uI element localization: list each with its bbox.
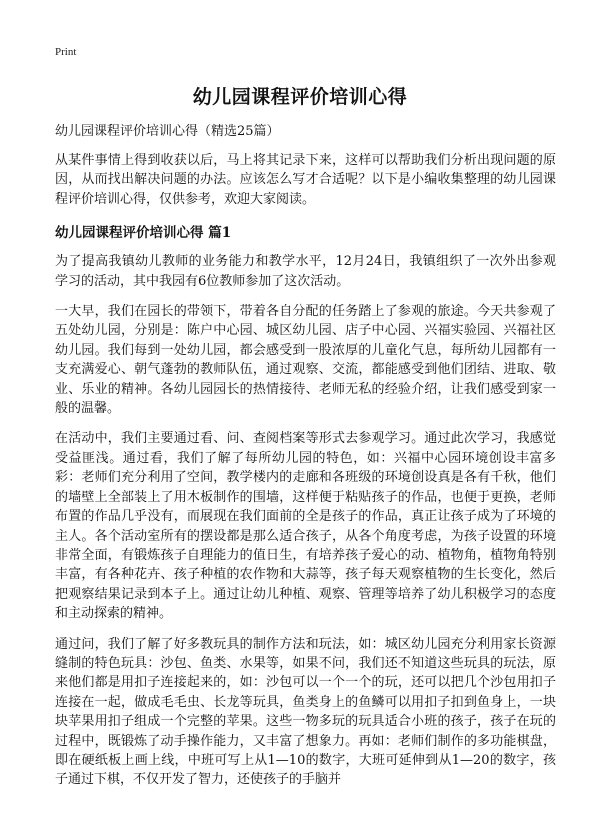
section-paragraph: 在活动中，我们主要通过看、问、查阅档案等形式去参观学习。通过此次学习，我感觉受益匪浅。通过看，我们了解了每所幼儿园的特色，如：兴福中心园环境创设丰富多彩：老师们充分利用了空间，教学楼内的走廊和各班级的环境创设真是各有千秋，他们的墙壁上全部装上了用木板制作的围墙，这样便于粘贴孩子的作品，也便于更换，老师布置的作品几乎没有，而展现在我们面前的全是孩子的作品，真正让孩子成为了环境的主人。各个活动室所有的摆设都是那么适合孩子，从各个角度考虑，为孩子设置的环境非常全面，有锻炼孩子自理能力的值日生，有培养孩子爱心的动、植物角，植物角特别丰富，有各种花卉、孩子种植的农作物和大蒜等，孩子每天观察植物的生长变化，然后把观察结果记录到本子上。通过让幼儿种植、观察、管理等培养了幼儿积极学习的态度和主动探索的精神。 bbox=[55, 431, 556, 622]
print-label: Print bbox=[55, 46, 77, 58]
intro-paragraph: 从某件事情上得到收获以后，马上将其记录下来，这样可以帮助我们分析出现问题的原因，从而找出解决问题的办法。应该怎么写才合适呢？以下是小编收集整理的幼儿园课程评价培训心得，仅供参考，欢迎大家阅读。 bbox=[55, 153, 556, 207]
document-title: 幼儿园课程评价培训心得 bbox=[192, 86, 408, 108]
document-body bbox=[55, 122, 556, 801]
section-paragraph: 通过问，我们了解了好多教玩具的制作方法和玩法，如：城区幼儿园充分利用家长资源缝制的特色玩具：沙包、鱼类、水果等，如果不问，我们还不知道这些玩具的玩法，原来他们都是用扣子连接起来的，如：沙包可以一个一个的玩，还可以把几个沙包用扣子连接在一起，做成毛毛虫、长龙等玩具，鱼类身上的鱼鳞可以用扣子扣到鱼身上，一块块苹果用扣子组成一个完整的苹果。这些一物多玩的玩具适合小班的孩子，孩子在玩的过程中，既锻炼了动手操作能力，又丰富了想象力。再如：老师们制作的多功能棋盘，即在硬纸板上画上线，中班可写上从1—10的数字，大班可延伸到从1—20的数字，孩子通过下棋，不仅开发了智力，还使孩子的手脑并 bbox=[55, 636, 556, 788]
section-heading: 幼儿园课程评价培训心得 篇1 bbox=[55, 225, 232, 242]
document-subtitle: 幼儿园课程评价培训心得（精选25篇） bbox=[55, 124, 280, 139]
section-paragraph: 一大早，我们在园长的带领下，带着各自分配的任务踏上了参观的旅途。今天共参观了五处幼儿园，分别是：陈户中心园、城区幼儿园、店子中心园、兴福实验园、兴福社区幼儿园。我们每到一处幼儿园，都会感受到一股浓厚的儿童化气息，每所幼儿园都有一支充满爱心、朝气蓬勃的教师队伍，通过观察、交流，都能感受到他们团结、进取、敬业、乐业的精神。各幼儿园园长的热情接待、老师无私的经验介绍，让我们感受到家一般的温馨。 bbox=[55, 304, 556, 417]
section-paragraph: 为了提高我镇幼儿教师的业务能力和教学水平，12月24日，我镇组织了一次外出参观学习的活动，其中我园有6位教师参加了这次活动。 bbox=[55, 254, 556, 289]
